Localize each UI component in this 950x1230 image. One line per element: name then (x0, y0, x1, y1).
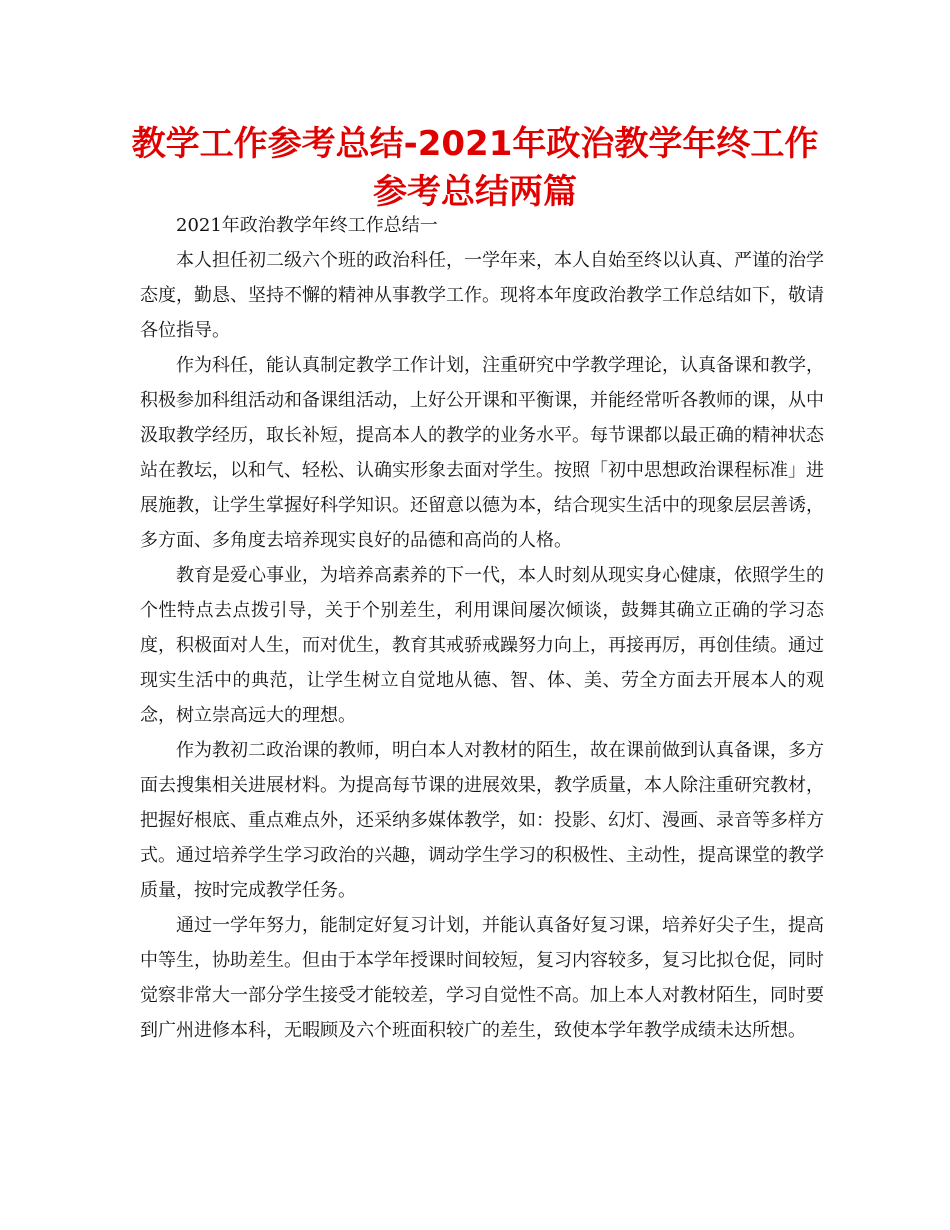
document-body (140, 208, 824, 1048)
paragraph: 作为教初二政治课的教师，明白本人对教材的陌生，故在课前做到认真备课，多方面去搜集相关进展材料。为提高每节课的进展效果，教学质量，本人除注重研究教材，把握好根底、重点难点外，还采纳多媒体教学，如：投影、幻灯、漫画、录音等多样方式。通过培养学生学习政治的兴趣，调动学生学习的积极性、主动性，提高课堂的教学质量，按时完成教学任务。 (140, 740, 824, 901)
paragraph: 通过一学年努力，能制定好复习计划，并能认真备好复习课，培养好尖子生，提高中等生，协助差生。但由于本学年授课时间较短，复习内容较多，复习比拟仓促，同时觉察非常大一部分学生接受才能较差，学习自觉性不高。加上本人对教材陌生，同时要到广州进修本科，无暇顾及六个班面积较广的差生，致使本学年教学成绩未达所想。 (140, 915, 824, 1041)
paragraph: 教育是爱心事业，为培养高素养的下一代，本人时刻从现实身心健康，依照学生的个性特点去点拨引导，关于个别差生，利用课间屡次倾谈，鼓舞其确立正确的学习态度，积极面对人生，而对优生，教育其戒骄戒躁努力向上，再接再厉，再创佳绩。通过现实生活中的典范，让学生树立自觉地从德、智、体、美、劳全方面去开展本人的观念，树立崇高远大的理想。 (140, 565, 824, 726)
paragraph: 本人担任初二级六个班的政治科任，一学年来，本人自始至终以认真、严谨的治学态度，勤恳、坚持不懈的精神从事教学工作。现将本年度政治教学工作总结如下，敬请各位指导。 (140, 250, 824, 341)
section-heading: 2021年政治教学年终工作总结一 (176, 215, 438, 236)
document-title: 教学工作参考总结-2021年政治教学年终工作参考总结两篇 (131, 124, 819, 212)
paragraph: 作为科任，能认真制定教学工作计划，注重研究中学教学理论，认真备课和教学，积极参加科组活动和备课组活动，上好公开课和平衡课，并能经常听各教师的课，从中汲取教学经历，取长补短，提高本人的教学的业务水平。每节课都以最正确的精神状态站在教坛，以和气、轻松、认确实形象去面对学生。按照「初中思想政治课程标准」进展施教，让学生掌握好科学知识。还留意以德为本，结合现实生活中的现象层层善诱，多方面、多角度去培养现实良好的品德和高尚的人格。 (140, 355, 824, 551)
